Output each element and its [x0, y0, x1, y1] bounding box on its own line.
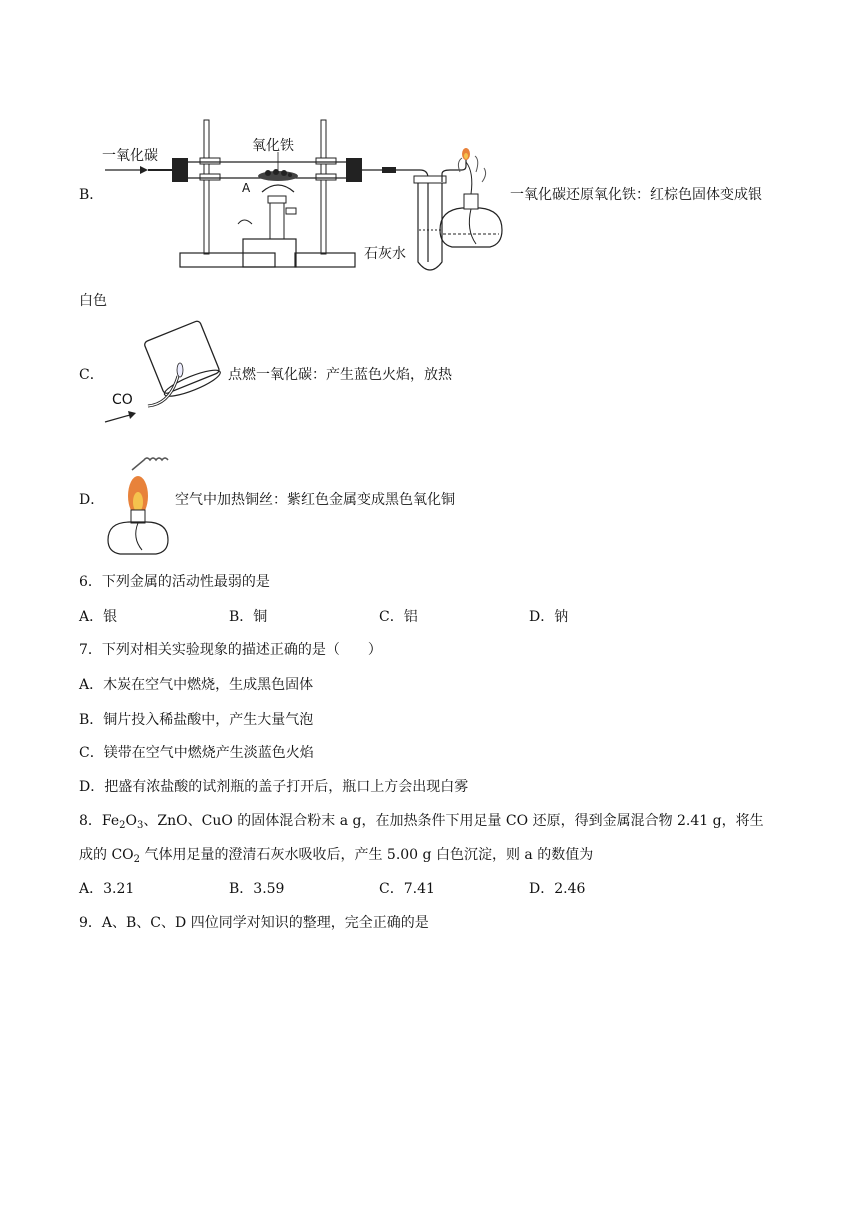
- heated-copper-wire-figure: [102, 436, 174, 556]
- option-b-letter: B．: [79, 187, 104, 203]
- q8-option-a: A．3.21: [79, 881, 135, 897]
- q9-stem: 9．A、B、C、D 四位同学对知识的整理，完全正确的是: [79, 915, 429, 931]
- q7-option-b: B．铜片投入稀盐酸中，产生大量气泡: [79, 712, 314, 728]
- option-c-letter: C．: [79, 367, 104, 383]
- co-inlet-label: 一氧化碳: [102, 148, 158, 164]
- q8-option-b: B．3.59: [229, 881, 285, 897]
- q7-option-c: C．镁带在空气中燃烧产生淡蓝色火焰: [79, 745, 314, 761]
- option-c-text: 点燃一氧化碳：产生蓝色火焰，放热: [228, 367, 452, 383]
- q6-stem: 6．下列金属的活动性最弱的是: [79, 574, 270, 590]
- co-burning-figure: [100, 318, 224, 430]
- q8-stem-line1: 8．$Fe_2O_3$、ZnO、CuO 的固体混合粉末 a g，在加热条件下用足量 CO 还原，得到金属混合物 2.41 g，将生: [79, 813, 764, 831]
- co-reduction-apparatus-figure: [100, 112, 510, 274]
- q6-option-b: B．铜: [229, 609, 268, 625]
- option-b-text-line2: 白色: [79, 293, 107, 309]
- q6-option-d: D．钠: [529, 609, 569, 625]
- limewater-label: 石灰水: [364, 246, 406, 262]
- iron-oxide-label: 氧化铁: [252, 138, 294, 154]
- q6-option-c: C．铝: [379, 609, 418, 625]
- q6-option-a: A．银: [79, 609, 118, 625]
- point-a-label: A: [242, 181, 251, 195]
- q7-option-a: A．木炭在空气中燃烧，生成黑色固体: [79, 677, 314, 693]
- q8-option-d: D．2.46: [529, 881, 586, 897]
- q7-option-d: D．把盛有浓盐酸的试剂瓶的盖子打开后，瓶口上方会出现白雾: [79, 779, 469, 795]
- option-d-letter: D．: [79, 492, 105, 508]
- q7-stem: 7．下列对相关实验现象的描述正确的是（ ）: [79, 642, 382, 658]
- co-figure-label: CO: [112, 392, 133, 408]
- q8-stem-line2: 成的 $CO_2$ 气体用足量的澄清石灰水吸收后，产生 5.00 g 白色沉淀，则 a 的数值为: [79, 847, 594, 865]
- option-d-text: 空气中加热铜丝：紫红色金属变成黑色氧化铜: [175, 492, 455, 508]
- q8-option-c: C．7.41: [379, 881, 435, 897]
- option-b-text-line1: 一氧化碳还原氧化铁：红棕色固体变成银: [510, 187, 762, 203]
